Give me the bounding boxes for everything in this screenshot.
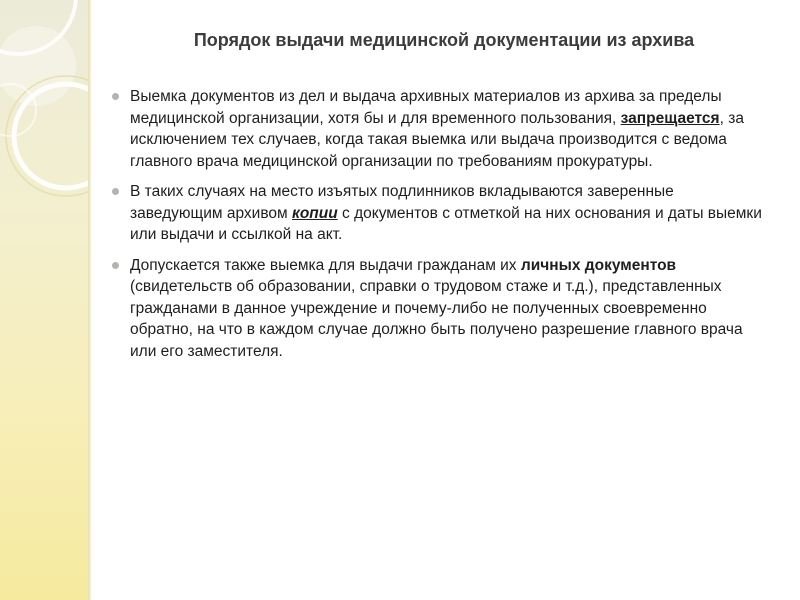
bullet-marker-icon (112, 188, 119, 195)
decorative-side-panel (0, 0, 88, 600)
bullet-item-copies-inserted (110, 181, 770, 246)
side-panel-edge (88, 0, 91, 600)
bullet-marker-icon (112, 93, 119, 100)
bullet-text-after: , за исключением тех случаев, когда такая выемка или выдача производится с ведома главного врача медицинской организации по требованиям прокуратуры. (130, 109, 744, 170)
bullet-emphasis-copies: копии (291, 204, 338, 222)
bullet-emphasis-personal-documents: личных документов (520, 256, 677, 274)
decorative-rings-graphic (0, 0, 88, 600)
bullet-list (110, 86, 770, 371)
bullet-item-withdrawal-prohibited (110, 86, 770, 172)
slide-title: Порядок выдачи медицинской документации из архива (193, 30, 695, 50)
bullet-emphasis-prohibited: запрещается (620, 109, 720, 127)
bullet-item-personal-documents (110, 255, 770, 363)
bullet-marker-icon (112, 262, 119, 269)
bullet-text-before: Выемка документов из дел и выдача архивных материалов из архива за пределы медицинской организации, хотя бы и для временного пользования, (130, 88, 722, 127)
bullet-text-before: В таких случаях на место изъятых подлинников вкладываются заверенные заведующим архивом (130, 183, 674, 222)
bullet-text-before: Допускается также выемка для выдачи гражданам их (130, 256, 521, 274)
bullet-text-after: (свидетельств об образовании, справки о трудовом стаже и т.д.), представленных гражданами в данное учреждение и почему-либо не полученных своевременно обратно, на что в каждом случае должно быть получено разрешение главного врача или его заместителя. (130, 278, 743, 360)
bullet-text-after: с документов с отметкой на них основания и даты выемки или выдачи и ссылкой на акт. (130, 204, 762, 243)
